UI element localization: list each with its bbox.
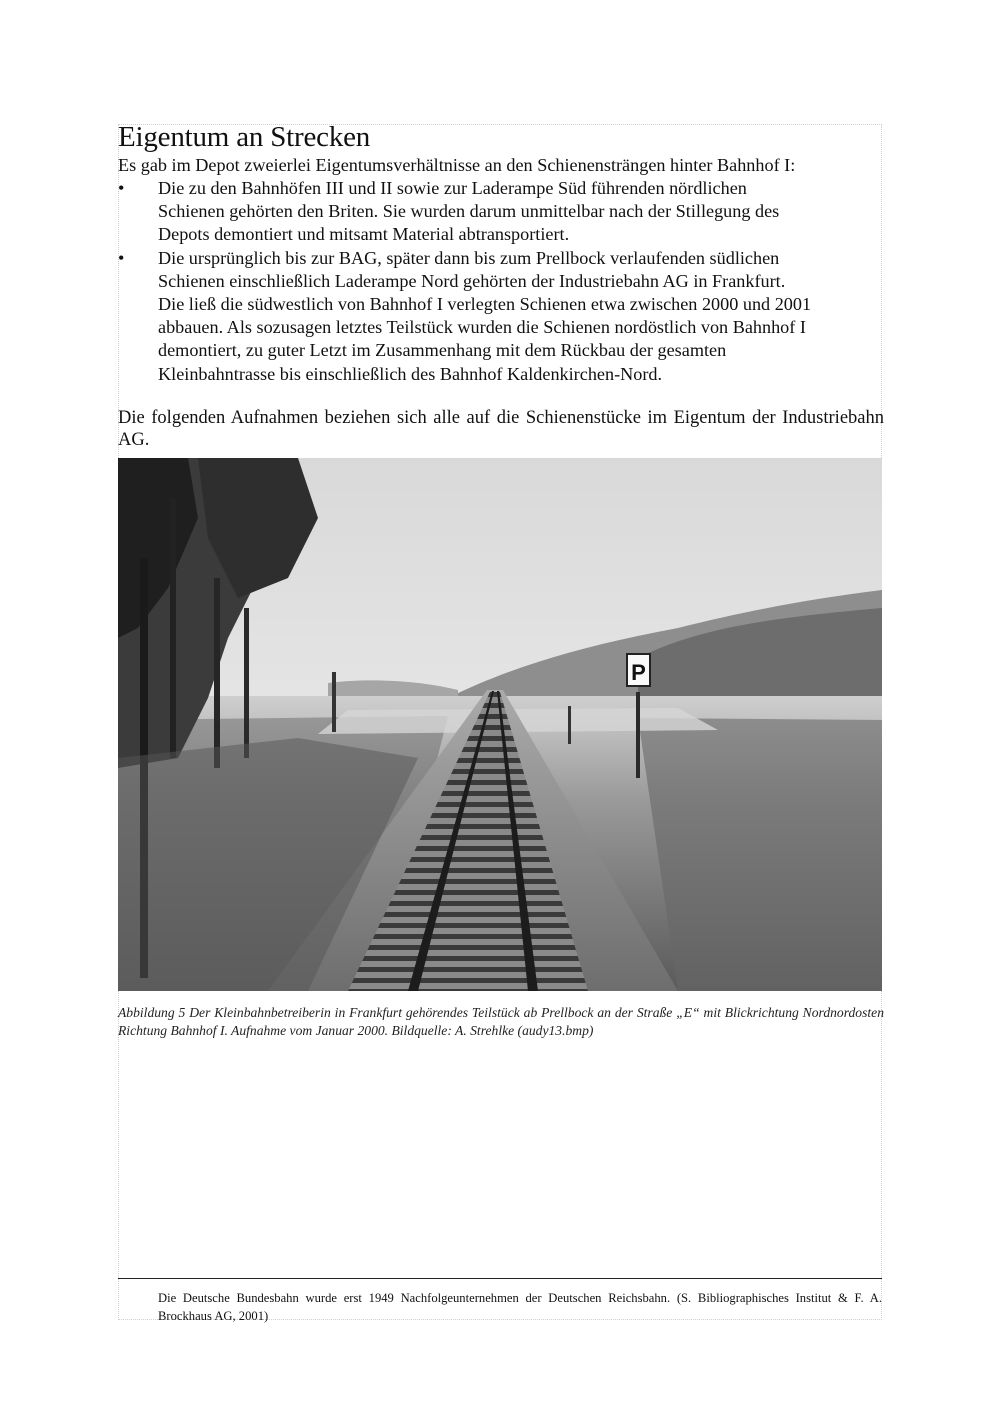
footnote-text: Die Deutsche Bundesbahn wurde erst 1949 Nachfolgeunternehmen der Deutschen Reichsbahn. (S. Bibliographisches Institut & F. A. Brockhaus AG, 2001) [158,1291,882,1323]
bullet-line: Die zu den Bahnhöfen III und II sowie zur Laderampe Süd führenden nördlichen [158,178,747,198]
bullet-item-industriebahn-tracks [118,247,884,386]
body-paragraph: Die folgenden Aufnahmen beziehen sich alle auf die Schienenstücke im Eigentum der Industriebahn AG. [118,407,884,450]
bullet-line: Schienen gehörten den Briten. Sie wurden darum unmittelbar nach der Stillegung des [158,201,780,222]
parking-sign-text: P [631,660,646,685]
section-heading: Eigentum an Strecken [118,121,371,153]
bullet-icon: • [118,247,125,268]
railway-photo [118,458,882,991]
bullet-line: Die ließ die südwestlich von Bahnhof I verlegten Schienen etwa zwischen 2000 und 2001 [158,294,812,315]
main-content [118,122,884,451]
bullet-line: Kleinbahntrasse bis einschließlich des Bahnhof Kaldenkirchen-Nord. [158,363,663,384]
bullet-line: Depots demontiert und mitsamt Material abtransportiert. [158,224,570,245]
bullet-line: demontiert, zu guter Letzt im Zusammenhang mit dem Rückbau der gesamten [158,340,727,361]
intro-text: Es gab im Depot zweierlei Eigentumsverhältnisse an den Schienensträngen hinter Bahnhof I: [118,155,796,175]
bullet-list [118,177,884,386]
bullet-line: Schienen einschließlich Laderampe Nord gehörten der Industriebahn AG in Frankfurt. [158,270,786,291]
bullet-item-british-tracks [118,177,884,247]
footnote-separator [118,1278,882,1279]
bullet-line: abbauen. Als sozusagen letztes Teilstück wurden die Schienen nordöstlich von Bahnhof I [158,317,806,338]
bullet-icon: • [118,178,125,198]
figure-caption: Abbildung 5 Der Kleinbahnbetreiberin in Frankfurt gehörendes Teilstück ab Prellbock an der Straße „E“ mit Blickrichtung Nordnordosten Richtung Bahnhof I. Aufnahme vom Januar 2000. Bildquelle: A. Strehlke (audy13.bmp) [118,1005,884,1038]
bullet-line: Die ursprünglich bis zur BAG, später dann bis zum Prellbock verlaufenden südlichen [158,247,780,268]
